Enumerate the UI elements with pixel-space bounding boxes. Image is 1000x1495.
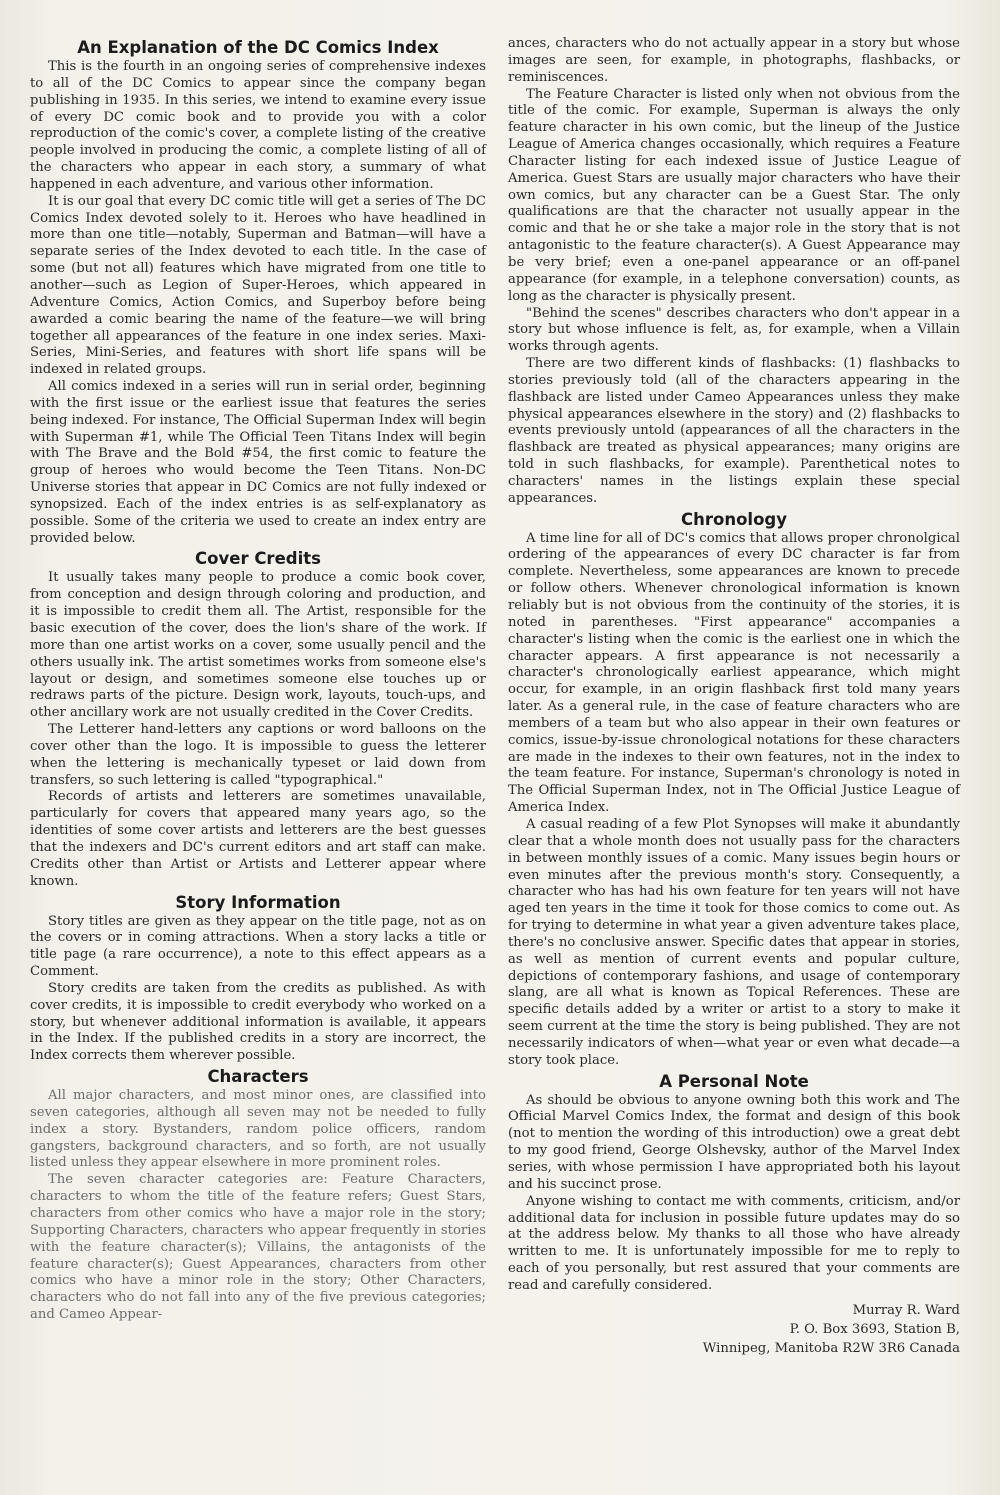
paragraph: The seven character categories are: Feature Characters, characters to whom the title of the feature refers; Guest Stars, characters from other comics who have a major role in the story; Supporting Characters, characters who appear frequently in stories with the feature character(s); Villains, the antagonists of the feature character(s); Guest Appearances, characters from other comics who have a minor role in the story; Other Characters, characters who do not fall into any of the five previous categories; and Cameo Appear- bbox=[30, 1172, 486, 1323]
heading-cover-credits: Cover Credits bbox=[195, 549, 321, 569]
paragraph: There are two different kinds of flashbacks: (1) flashbacks to stories previously told (all of the characters appearing in the flashback are listed under Cameo Appearances unless they make physical appearances elsewhere in the story) and (2) flashbacks to events previously untold (appearances of all the characters in the flashback are treated as physical appearances; many origins are told in such flashbacks, for example). Parenthetical notes to characters' names in the listings explain these special appearances. bbox=[508, 356, 960, 506]
address-line: Winnipeg, Manitoba R2W 3R6 Canada bbox=[702, 1340, 960, 1356]
paragraph: "Behind the scenes" describes characters who don't appear in a story but whose influence is felt, as, for example, when a Villain works through agents. bbox=[508, 305, 960, 355]
address-line: P. O. Box 3693, Station B, bbox=[789, 1321, 960, 1337]
paragraph: Anyone wishing to contact me with comments, criticism, and/or additional data for inclusion in possible future updates may do so at the address below. My thanks to all those who have already written to me. It is unfortunately impossible for me to reply to each of you personally, but rest assured that your comments are read and carefully considered. bbox=[508, 1193, 960, 1293]
paragraph: A casual reading of a few Plot Synopses will make it abundantly clear that a whole month does not usually pass for the characters in between monthly issues of a comic. Many issues begin hours or even minutes after the previous month's story. Consequently, a character who has had his own feature for ten years will not have aged ten years in the time it took for those comics to come out. As for trying to determine in what year a given adventure takes place, there's no conclusive answer. Specific dates that appear in stories, as well as mention of current events and popular culture, depictions of contemporary fashions, and usage of contemporary slang, are all what is known as Topical References. These are specific details added by a writer or artist to a story to make it seem current at the time the story is being published. They are not necessarily indicators of when—what year or even what decade—a story took place. bbox=[508, 816, 960, 1068]
signature-block bbox=[508, 1301, 960, 1358]
paragraph: This is the fourth in an ongoing series of comprehensive indexes to all of the DC Comics to appear since the company began publishing in 1935. In this series, we intend to examine every issue of every DC comic book and to provide you with a color reproduction of the comic's cover, a complete listing of the creative people involved in producing the comic, a complete listing of all of the characters who appear in each story, a summary of what happened in each adventure, and various other information. bbox=[30, 59, 486, 192]
paragraph: It is our goal that every DC comic title will get a series of The DC Comics Index devoted solely to it. Heroes who have headlined in more than one title—notably, Superman and Batman—will have a separate series of the Index devoted to each title. In the case of some (but not all) features which have migrated from one title to another—such as Legion of Super-Heroes, which appeared in Adventure Comics, Action Comics, and Superboy before being awarded a comic bearing the name of the feature—we will bring together all appearances of the feature in one index series. Maxi-Series, Mini-Series, and features with short life spans will be indexed in related groups. bbox=[30, 193, 486, 378]
signature-name: Murray R. Ward bbox=[852, 1302, 960, 1318]
paragraph: Story credits are taken from the credits as published. As with cover credits, it is impossible to credit everybody who worked on a story, but whenever additional information is available, it appears in the Index. If the published credits in a story are incorrect, the Index corrects them wherever possible. bbox=[30, 980, 486, 1064]
heading-explanation: An Explanation of the DC Comics Index bbox=[77, 38, 439, 57]
paragraph: All comics indexed in a series will run in serial order, beginning with the first issue or the earliest issue that features the series being indexed. For instance, The Official Superman Index will begin with Superman #1, while The Official Teen Titans Index will begin with The Brave and the Bold #54, the first comic to feature the group of heroes who would become the Teen Titans. Non-DC Universe stories that appear in DC Comics are not fully indexed or synopsized. Each of the index entries is as self-explanatory as possible. Some of the criteria we used to create an index entry are provided below. bbox=[30, 379, 486, 546]
heading-characters: Characters bbox=[207, 1067, 309, 1087]
right-column bbox=[508, 36, 960, 1358]
paragraph: As should be obvious to anyone owning both this work and The Official Marvel Comics Index, the format and design of this book (not to mention the wording of this introduction) owe a great debt to my good friend, George Olshevsky, author of the Marvel Index series, with whose permission I have appropriated both his layout and his succinct prose. bbox=[508, 1092, 960, 1192]
paragraph: A time line for all of DC's comics that allows proper chronolgical ordering of the appearances of every DC character is far from complete. Nevertheless, some appearances are known to precede or follow others. Whenever chronological information is known reliably but is not obvious from the continuity of the stories, it is noted in parentheses. "First appearance" accompanies a character's listing when the comic is the earliest one in which the character appears. A first appearance is not necessarily a character's chronologically earliest appearance, which might occur, for example, in an origin flashback first told many years later. As a general rule, in the case of feature characters who are members of a team but who also appear in their own features or comics, issue-by-issue chronological notations for these characters are made in the indexes to their own features, not in the index to the team feature. For instance, Superman's chronology is noted in The Official Superman Index, not in The Official Justice League of America Index. bbox=[508, 530, 960, 816]
paragraph: All major characters, and most minor ones, are classified into seven categories, although all seven may not be needed to fully index a story. Bystanders, random police officers, random gangsters, background characters, and so forth, are not usually listed unless they appear elsewhere in more prominent roles. bbox=[30, 1088, 486, 1171]
paragraph: The Letterer hand-letters any captions or word balloons on the cover other than the logo. It is impossible to guess the letterer when the lettering is mechanically typeset or laid down from transfers, so such lettering is called "typographical." bbox=[30, 722, 486, 788]
heading-story-information: Story Information bbox=[175, 892, 341, 912]
paragraph: ances, characters who do not actually appear in a story but whose images are seen, for example, in photographs, flashbacks, or reminiscences. bbox=[508, 36, 960, 85]
paragraph: The Feature Character is listed only when not obvious from the title of the comic. For example, Superman is always the only feature character in his own comic, but the lineup of the Justice League of America changes occasionally, which requires a Feature Character listing for each indexed issue of Justice League of America. Guest Stars are usually major characters who have their own comics, but any character can be a Guest Star. The only qualifications are that the character not usually appear in the comic and that he or she take a major role in the story that is not antagonistic to the feature character(s). A Guest Appearance may be very brief; even a one-panel appearance or an off-panel appearance (for example, in a telephone conversation) counts, as long as the character is physically present. bbox=[508, 86, 960, 304]
heading-personal-note: A Personal Note bbox=[659, 1071, 809, 1091]
paragraph: It usually takes many people to produce a comic book cover, from conception and design through coloring and production, and it is impossible to credit them all. The Artist, responsible for the basic execution of the cover, does the lion's share of the work. If more than one artist works on a cover, some usually pencil and the others usually ink. The artist sometimes works from someone else's layout or design, and sometimes someone else touches up or redraws parts of the picture. Design work, layouts, touch-ups, and other ancillary work are not usually credited in the Cover Credits. bbox=[30, 570, 486, 721]
paragraph: Story titles are given as they appear on the title page, not as on the covers or in coming attractions. When a story lacks a title or title page (a rare occurrence), a note to this effect appears as a Comment. bbox=[30, 913, 486, 980]
left-column bbox=[30, 36, 486, 1324]
paragraph: Records of artists and letterers are sometimes unavailable, particularly for covers that appeared many years ago, so the identities of some cover artists and letterers are the best guesses that the indexers and DC's current editors and art staff can make. Credits other than Artist or Artists and Letterer appear where known. bbox=[30, 789, 486, 889]
heading-chronology: Chronology bbox=[681, 509, 787, 529]
